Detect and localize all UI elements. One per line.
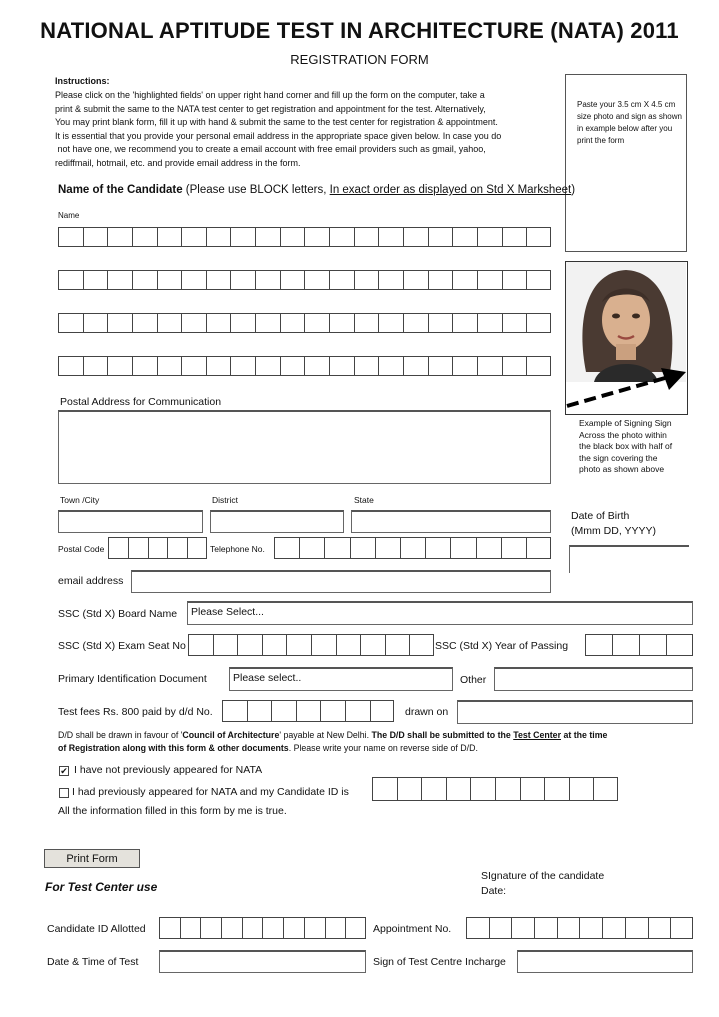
char-box[interactable] — [159, 917, 180, 939]
name-heading-underline: In exact order as displayed on Std X Marksheet — [329, 184, 572, 196]
char-box[interactable] — [489, 917, 512, 939]
char-box[interactable] — [403, 270, 428, 290]
char-box[interactable] — [425, 537, 450, 559]
appointment-boxes[interactable] — [466, 917, 693, 939]
char-box[interactable] — [255, 227, 280, 247]
char-box[interactable] — [271, 700, 296, 722]
dd-note-bold1: Council of Architecture — [182, 730, 280, 740]
name-section-heading — [58, 184, 575, 196]
postal-code-label: Postal Code — [58, 544, 105, 554]
char-box[interactable] — [255, 313, 280, 333]
email-label: email address — [58, 575, 124, 587]
char-box[interactable] — [280, 356, 305, 376]
form-title: NATIONAL APTITUDE TEST IN ARCHITECTURE (NATA) 2011 — [40, 18, 679, 43]
char-box[interactable] — [452, 227, 477, 247]
char-box[interactable] — [526, 270, 551, 290]
char-box[interactable] — [157, 270, 182, 290]
address-field[interactable] — [58, 410, 551, 484]
char-box[interactable] — [511, 917, 534, 939]
char-box[interactable] — [83, 270, 108, 290]
char-box[interactable] — [526, 313, 551, 333]
char-box[interactable] — [283, 917, 304, 939]
char-box[interactable] — [329, 270, 354, 290]
instructions-heading: Instructions: — [55, 76, 110, 86]
char-box[interactable] — [221, 917, 242, 939]
ssc-year-boxes[interactable] — [585, 634, 693, 656]
char-box[interactable] — [299, 537, 324, 559]
char-box[interactable] — [157, 356, 182, 376]
char-box[interactable] — [58, 356, 83, 376]
signature-date-label: Date: — [481, 885, 507, 897]
char-box[interactable] — [476, 537, 501, 559]
form-subtitle: REGISTRATION FORM — [290, 52, 429, 67]
char-box[interactable] — [187, 537, 207, 559]
name-heading-end: ) — [571, 184, 576, 196]
char-box[interactable] — [242, 917, 263, 939]
char-box[interactable] — [280, 313, 305, 333]
candidate-id-allotted-label: Candidate ID Allotted — [47, 923, 146, 935]
char-box[interactable] — [206, 313, 231, 333]
char-box[interactable] — [304, 270, 329, 290]
char-box[interactable] — [446, 777, 471, 801]
char-box[interactable] — [378, 227, 403, 247]
char-box[interactable] — [670, 917, 693, 939]
char-box[interactable] — [230, 227, 255, 247]
name-heading-mid: (Please use BLOCK letters, — [182, 184, 330, 196]
incharge-sign-label: Sign of Test Centre Incharge — [373, 956, 506, 968]
dd-note — [58, 729, 698, 754]
drawn-on-field[interactable] — [457, 700, 693, 724]
dob-format: (Mmm DD, YYYY) — [571, 525, 656, 537]
char-box[interactable] — [181, 270, 206, 290]
ssc-year-label: SSC (Std X) Year of Passing — [435, 640, 569, 652]
char-box[interactable] — [181, 313, 206, 333]
town-field[interactable] — [58, 510, 203, 533]
test-center-heading: For Test Center use — [45, 880, 158, 894]
char-box[interactable] — [612, 634, 639, 656]
char-box[interactable] — [230, 356, 255, 376]
char-box[interactable] — [501, 537, 526, 559]
district-label: District — [212, 495, 238, 505]
dd-note-bold3: at the time — [561, 730, 608, 740]
char-box[interactable] — [452, 356, 477, 376]
char-box[interactable] — [397, 777, 422, 801]
char-box[interactable] — [132, 270, 157, 290]
state-field[interactable] — [351, 510, 551, 533]
char-box[interactable] — [403, 313, 428, 333]
char-box[interactable] — [237, 634, 262, 656]
char-box[interactable] — [350, 537, 375, 559]
photo-instruction: Paste your 3.5 cm X 4.5 cm size photo and sign as shown in example below after you print the form — [577, 100, 682, 145]
char-box[interactable] — [132, 227, 157, 247]
name-label: Name — [58, 211, 80, 220]
char-box[interactable] — [520, 777, 545, 801]
name-heading-bold: Name of the Candidate — [58, 184, 183, 196]
char-box[interactable] — [466, 917, 489, 939]
char-box[interactable] — [180, 917, 201, 939]
dd-note-mid: ' payable at New Delhi. — [279, 730, 372, 740]
char-box[interactable] — [602, 917, 625, 939]
char-box[interactable] — [222, 700, 247, 722]
postal-code-boxes[interactable] — [108, 537, 207, 559]
char-box[interactable] — [200, 917, 221, 939]
char-box[interactable] — [107, 356, 132, 376]
char-box[interactable] — [569, 777, 594, 801]
dd-note-underline: Test Center — [513, 730, 561, 740]
char-box[interactable] — [230, 313, 255, 333]
char-box[interactable] — [502, 227, 527, 247]
id-doc-value: Please select.. — [233, 672, 302, 684]
drawn-on-label: drawn on — [405, 706, 449, 718]
char-box[interactable] — [255, 356, 280, 376]
char-box[interactable] — [157, 227, 182, 247]
dd-note-line2-end: . Please write your name on reverse side of D/D. — [288, 742, 478, 753]
telephone-boxes[interactable] — [274, 537, 551, 559]
char-box[interactable] — [304, 917, 325, 939]
incharge-sign-field[interactable] — [517, 950, 693, 973]
signature-arrow — [565, 360, 690, 410]
char-box[interactable] — [324, 537, 349, 559]
char-box[interactable] — [181, 356, 206, 376]
char-box[interactable] — [286, 634, 311, 656]
candidate-id-boxes[interactable] — [372, 777, 618, 801]
town-label: Town /City — [60, 495, 100, 505]
char-box[interactable] — [354, 227, 379, 247]
char-box[interactable] — [378, 270, 403, 290]
char-box[interactable] — [428, 313, 453, 333]
char-box[interactable] — [247, 700, 272, 722]
char-box[interactable] — [593, 777, 618, 801]
id-doc-select[interactable] — [229, 667, 453, 691]
char-box[interactable] — [329, 313, 354, 333]
char-box[interactable] — [477, 270, 502, 290]
dd-note-line2-bold: of Registration along with this form & other documents — [58, 742, 289, 753]
char-box[interactable] — [132, 313, 157, 333]
char-box[interactable] — [409, 634, 434, 656]
char-box[interactable] — [320, 700, 345, 722]
email-field[interactable] — [131, 570, 551, 593]
address-label: Postal Address for Communication — [60, 396, 222, 408]
char-box[interactable] — [329, 356, 354, 376]
char-box[interactable] — [83, 356, 108, 376]
char-box[interactable] — [345, 917, 366, 939]
char-box[interactable] — [477, 313, 502, 333]
char-box[interactable] — [206, 270, 231, 290]
char-box[interactable] — [502, 356, 527, 376]
char-box[interactable] — [304, 313, 329, 333]
char-box[interactable] — [639, 634, 666, 656]
char-box[interactable] — [107, 270, 132, 290]
instruction-line: You may print blank form, fill it up with hand & submit the same to the test center for registration & appointment. — [55, 117, 498, 128]
char-box[interactable] — [360, 634, 385, 656]
char-box[interactable] — [83, 227, 108, 247]
dd-note-bold2: The D/D shall be submitted to the — [371, 730, 514, 740]
instruction-line: Please click on the 'highlighted fields' on upper right hand corner and fill up the form on the computer, take a — [55, 90, 485, 100]
appeared-checkbox[interactable] — [59, 788, 69, 798]
char-box[interactable] — [375, 537, 400, 559]
char-box[interactable] — [534, 917, 557, 939]
name-row-3[interactable] — [58, 313, 551, 333]
char-box[interactable] — [255, 270, 280, 290]
char-box[interactable] — [181, 227, 206, 247]
char-box[interactable] — [58, 227, 83, 247]
char-box[interactable] — [502, 313, 527, 333]
instruction-line: not have one, we recommend you to create a email account with free email providers such as gmail, yahoo, — [55, 144, 486, 155]
fees-label: Test fees Rs. 800 paid by d/d No. — [58, 706, 213, 718]
char-box[interactable] — [450, 537, 475, 559]
char-box[interactable] — [625, 917, 648, 939]
char-box[interactable] — [213, 634, 238, 656]
char-box[interactable] — [311, 634, 336, 656]
char-box[interactable] — [477, 227, 502, 247]
name-row-4[interactable] — [58, 356, 551, 376]
char-box[interactable] — [262, 634, 287, 656]
char-box[interactable] — [648, 917, 671, 939]
char-box[interactable] — [58, 313, 83, 333]
char-box[interactable] — [280, 227, 305, 247]
instructions-text — [55, 89, 555, 171]
print-form-button[interactable]: Print Form — [44, 849, 140, 868]
char-box[interactable] — [230, 270, 255, 290]
dd-number-boxes[interactable] — [222, 700, 394, 722]
char-box[interactable] — [666, 634, 693, 656]
char-box[interactable] — [421, 777, 446, 801]
char-box[interactable] — [262, 917, 283, 939]
char-box[interactable] — [526, 227, 551, 247]
char-box[interactable] — [280, 270, 305, 290]
char-box[interactable] — [128, 537, 148, 559]
char-box[interactable] — [325, 917, 346, 939]
date-time-label: Date & Time of Test — [47, 956, 139, 968]
ssc-seat-boxes[interactable] — [188, 634, 434, 656]
dob-field[interactable] — [569, 545, 689, 573]
ssc-seat-label: SSC (Std X) Exam Seat No — [58, 640, 186, 652]
id-doc-label: Primary Identification Document — [58, 673, 207, 685]
char-box[interactable] — [108, 537, 128, 559]
candidate-id-allotted-boxes[interactable] — [159, 917, 366, 939]
char-box[interactable] — [354, 270, 379, 290]
char-box[interactable] — [403, 356, 428, 376]
char-box[interactable] — [83, 313, 108, 333]
name-row-1[interactable] — [58, 227, 551, 247]
char-box[interactable] — [206, 356, 231, 376]
char-box[interactable] — [557, 917, 580, 939]
char-box[interactable] — [403, 227, 428, 247]
char-box[interactable] — [274, 537, 299, 559]
char-box[interactable] — [107, 227, 132, 247]
char-box[interactable] — [428, 356, 453, 376]
char-box[interactable] — [526, 356, 551, 376]
char-box[interactable] — [296, 700, 321, 722]
other-field[interactable] — [494, 667, 693, 691]
date-time-field[interactable] — [159, 950, 366, 973]
char-box[interactable] — [167, 537, 187, 559]
appeared-label: I had previously appeared for NATA and my Candidate ID is — [72, 786, 349, 798]
instruction-line: rediffmail, hotmail, etc. and provide email address in the form. — [55, 157, 301, 168]
instruction-line: print & submit the same to the NATA test center to get registration and appointment for the test. Alternatively, — [55, 103, 486, 114]
ssc-board-label: SSC (Std X) Board Name — [58, 608, 178, 620]
char-box[interactable] — [107, 313, 132, 333]
char-box[interactable] — [585, 634, 612, 656]
char-box[interactable] — [206, 227, 231, 247]
char-box[interactable] — [354, 356, 379, 376]
ssc-board-select[interactable] — [187, 601, 693, 625]
instruction-line: It is essential that you provide your personal email address in the appropriate space given below. In case you do — [55, 130, 502, 141]
not-appeared-checkbox[interactable]: ✔ — [60, 766, 68, 776]
char-box[interactable] — [428, 270, 453, 290]
char-box[interactable] — [157, 313, 182, 333]
char-box[interactable] — [336, 634, 361, 656]
char-box[interactable] — [345, 700, 370, 722]
char-box[interactable] — [428, 227, 453, 247]
name-row-2[interactable] — [58, 270, 551, 290]
appointment-label: Appointment No. — [373, 923, 452, 935]
char-box[interactable] — [329, 227, 354, 247]
char-box[interactable] — [58, 270, 83, 290]
char-box[interactable] — [544, 777, 569, 801]
char-box[interactable] — [400, 537, 425, 559]
char-box[interactable] — [304, 227, 329, 247]
char-box[interactable] — [378, 313, 403, 333]
not-appeared-label: I have not previously appeared for NATA — [74, 764, 263, 776]
char-box[interactable] — [477, 356, 502, 376]
dd-note-pre: D/D shall be drawn in favour of ' — [58, 730, 183, 740]
char-box[interactable] — [304, 356, 329, 376]
char-box[interactable] — [354, 313, 379, 333]
char-box[interactable] — [385, 634, 410, 656]
char-box[interactable] — [132, 356, 157, 376]
truth-statement: All the information filled in this form by me is true. — [58, 805, 287, 817]
ssc-board-value: Please Select... — [191, 606, 264, 618]
example-note: Example of Signing Sign Across the photo within the black box with half of the sign covering the photo as shown above — [579, 418, 673, 475]
char-box[interactable] — [378, 356, 403, 376]
char-box[interactable] — [495, 777, 520, 801]
char-box[interactable] — [148, 537, 168, 559]
char-box[interactable] — [188, 634, 213, 656]
char-box[interactable] — [452, 270, 477, 290]
dob-label: Date of Birth — [571, 510, 630, 522]
telephone-label: Telephone No. — [210, 544, 265, 554]
other-label: Other — [460, 674, 487, 686]
char-box[interactable] — [452, 313, 477, 333]
district-field[interactable] — [210, 510, 344, 533]
char-box[interactable] — [579, 917, 602, 939]
char-box[interactable] — [370, 700, 395, 722]
char-box[interactable] — [502, 270, 527, 290]
char-box[interactable] — [526, 537, 551, 559]
signature-label: SIgnature of the candidate — [481, 870, 605, 882]
state-label: State — [354, 495, 374, 505]
char-box[interactable] — [372, 777, 397, 801]
char-box[interactable] — [470, 777, 495, 801]
